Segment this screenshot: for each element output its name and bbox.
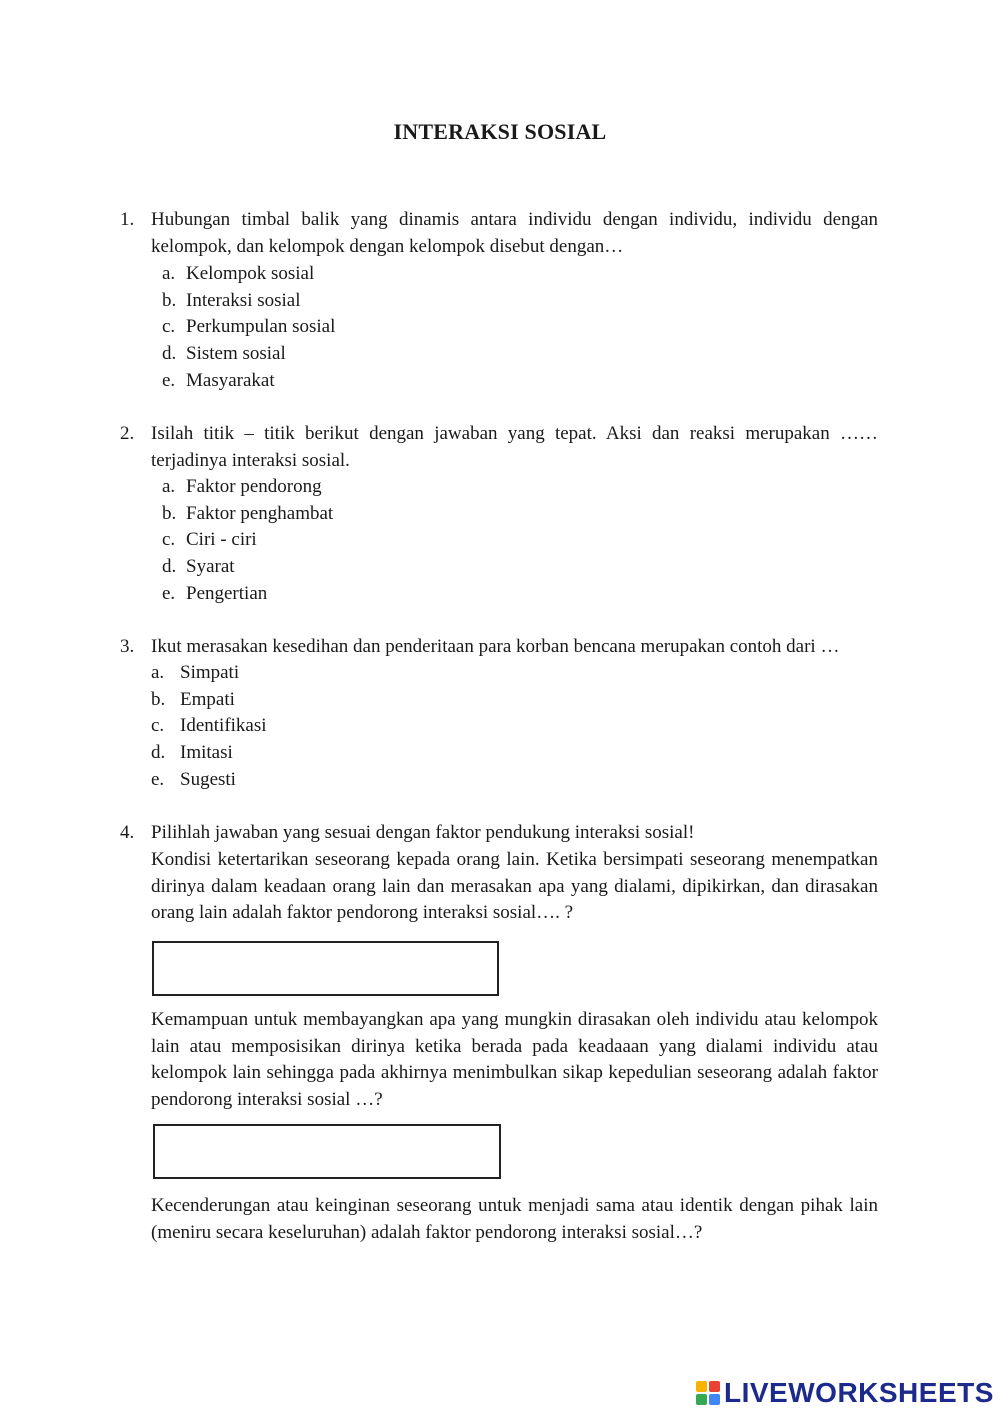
- question-number: 4.: [120, 822, 135, 843]
- question-part-text: Kondisi ketertarikan seseorang kepada orang lain. Ketika bersimpati seseorang menempatkan dirinya dalam keadaan orang lain dan merasakan apa yang dialami, dipikirkan, dan dirasakan orang lain adalah faktor pendorong interaksi sosial…. ?: [151, 849, 878, 924]
- liveworksheets-logo: [696, 1376, 994, 1410]
- page-title: INTERAKSI SOSIAL: [393, 119, 607, 144]
- question-text: Ikut merasakan kesedihan dan penderitaan para korban bencana merupakan contoh dari …: [151, 636, 840, 657]
- question-number: 1.: [120, 209, 135, 230]
- question-number: 2.: [120, 423, 135, 444]
- question-number: 3.: [120, 636, 135, 657]
- question-intro: Pilihlah jawaban yang sesuai dengan faktor pendukung interaksi sosial!: [151, 822, 695, 843]
- question-text: Hubungan timbal balik yang dinamis antara individu dengan individu, individu dengan kelompok, dan kelompok dengan kelompok disebut dengan…: [151, 209, 878, 257]
- logo-block-2: [709, 1381, 720, 1392]
- logo-block-4: [709, 1394, 720, 1405]
- logo-block-1: [696, 1381, 707, 1392]
- answer-input-2[interactable]: [153, 1124, 501, 1179]
- question-text: Isilah titik – titik berikut dengan jawaban yang tepat. Aksi dan reaksi merupakan …… terjadinya interaksi sosial.: [151, 423, 878, 471]
- logo-blocks-icon: [696, 1381, 720, 1405]
- question-part-text: Kecenderungan atau keinginan seseorang untuk menjadi sama atau identik dengan pihak lain (meniru secara keseluruhan) adalah faktor pendorong interaksi sosial…?: [151, 1195, 878, 1243]
- logo-block-3: [696, 1394, 707, 1405]
- answer-input-1[interactable]: [152, 941, 499, 996]
- question-part-text: Kemampuan untuk membayangkan apa yang mungkin dirasakan oleh individu atau kelompok lain atau memposisikan dirinya ketika berada pada keadaaan yang dialami individu atau kelompok lain sehingga pada akhirnya menimbulkan sikap kepedulian seseorang adalah faktor pendorong interaksi sosial …?: [151, 1009, 878, 1111]
- logo-text: LIVEWORKSHEETS: [724, 1377, 994, 1408]
